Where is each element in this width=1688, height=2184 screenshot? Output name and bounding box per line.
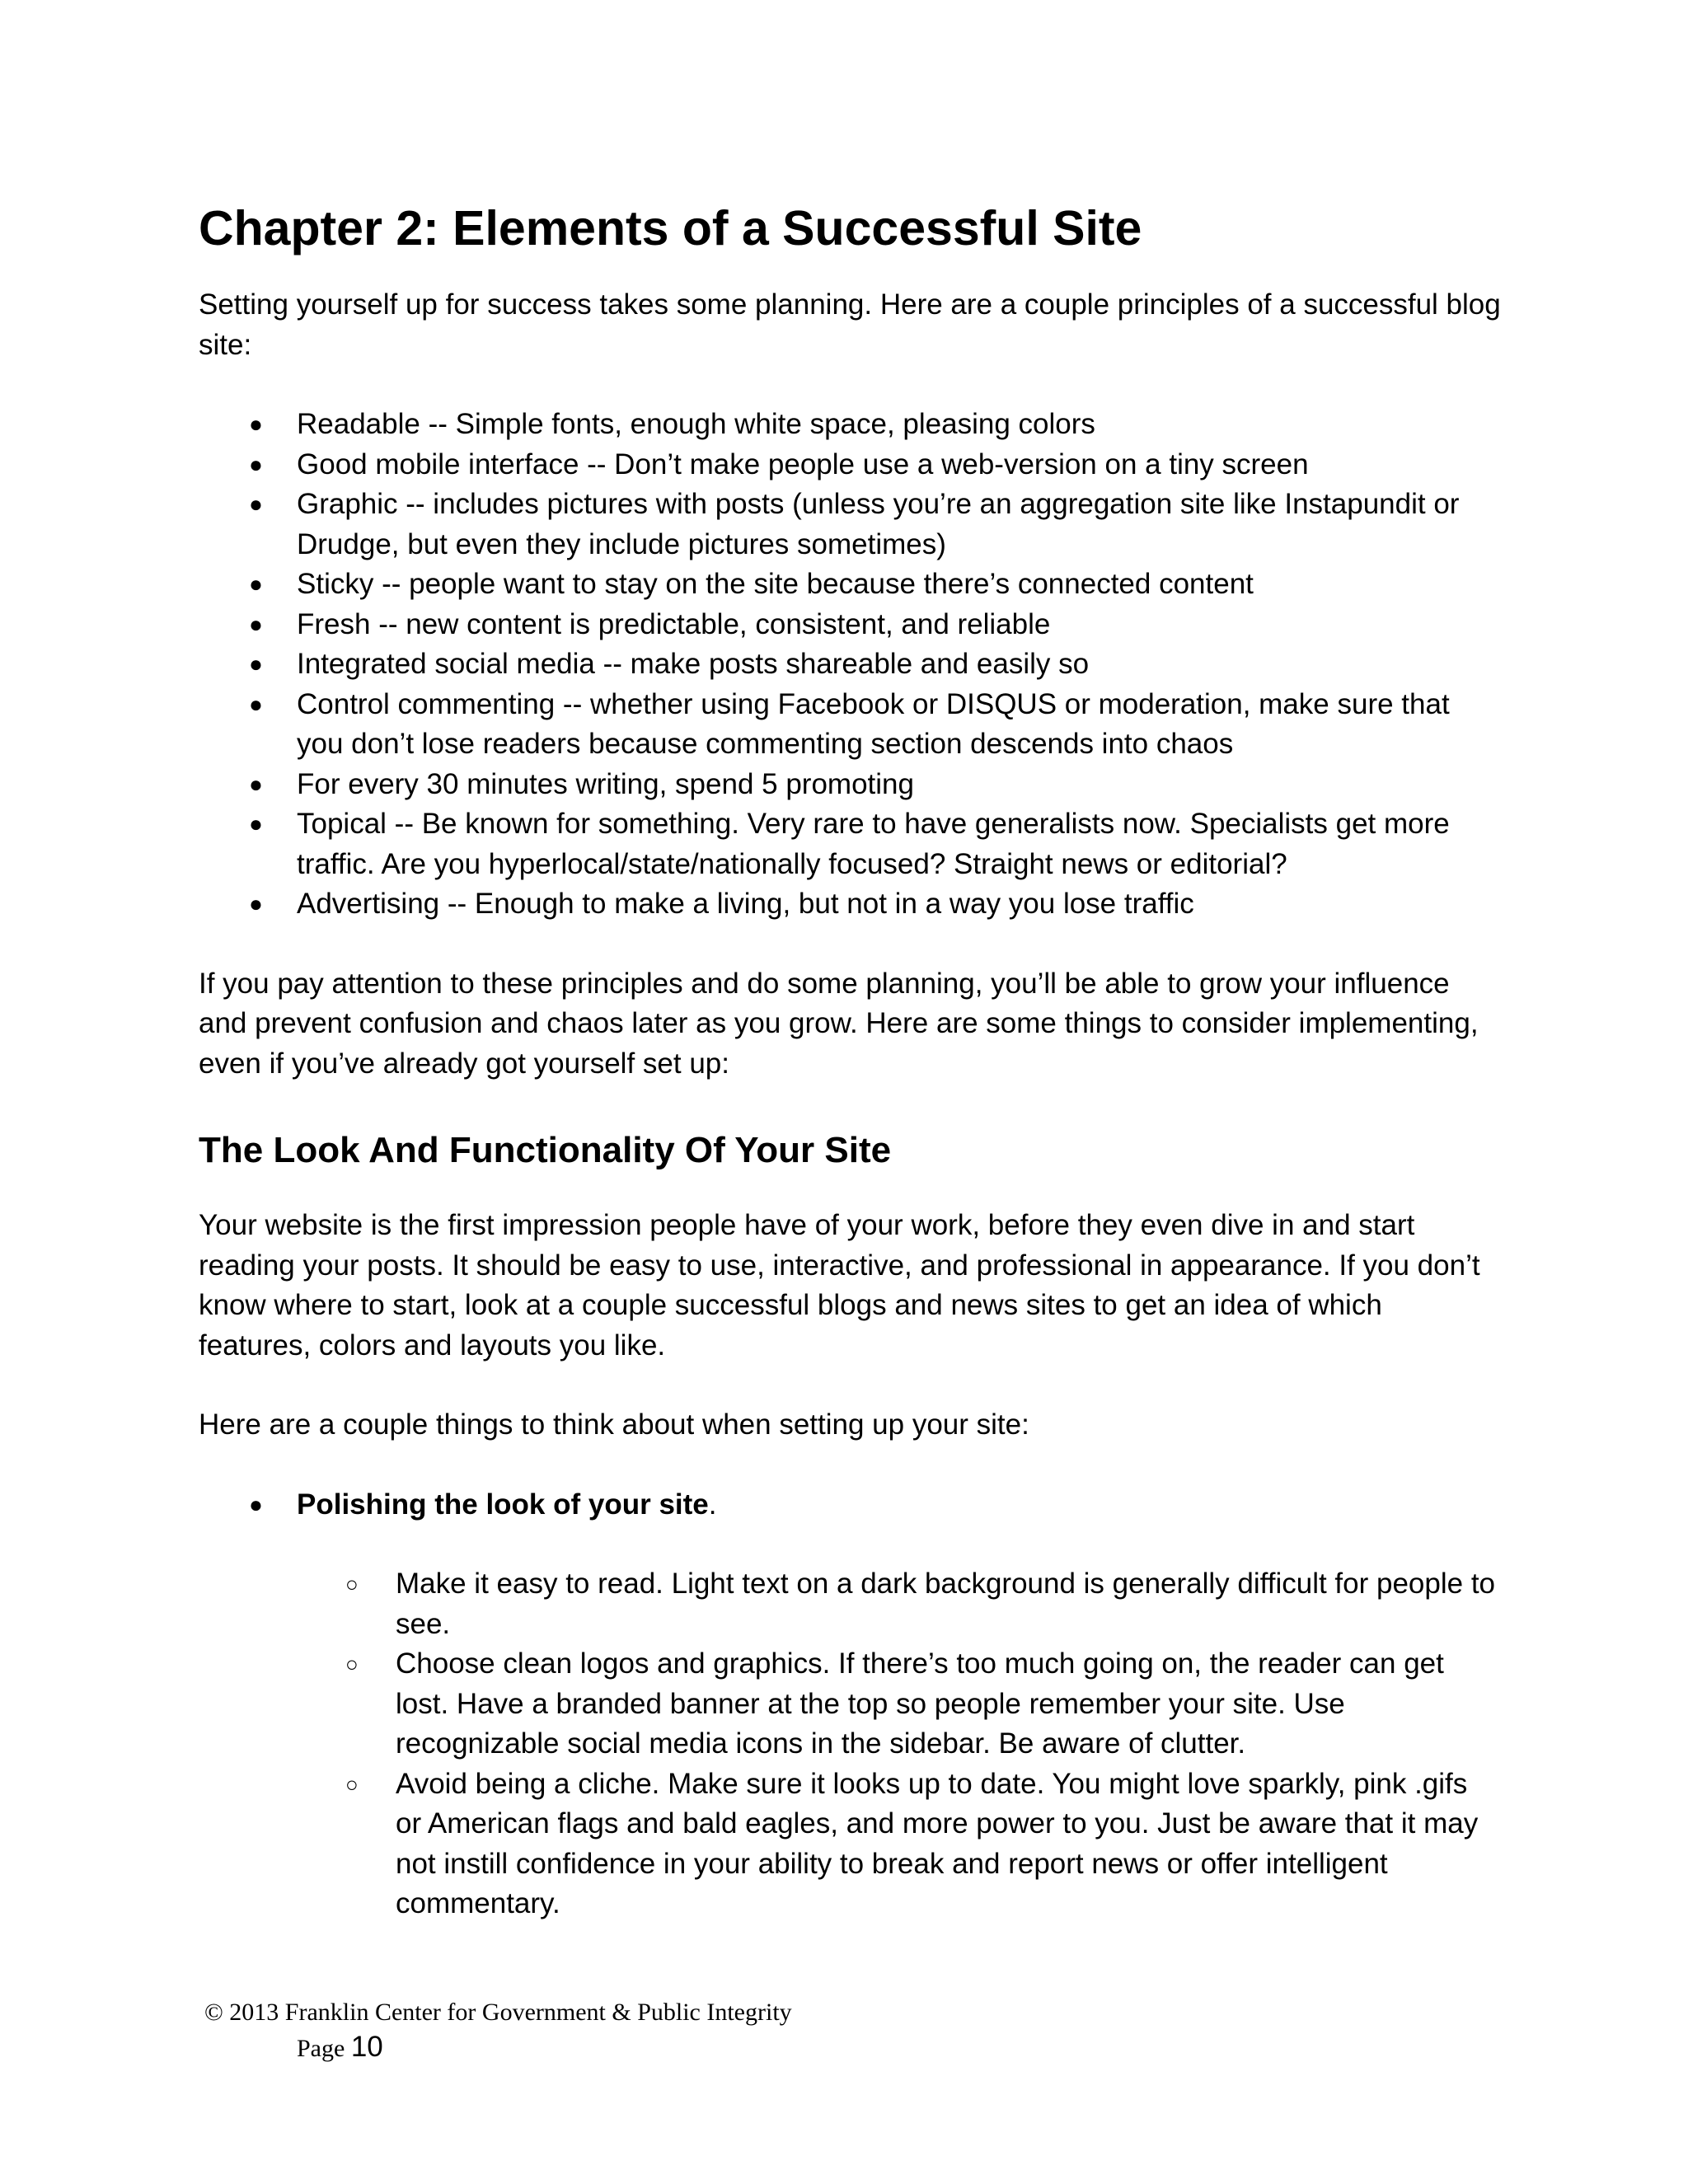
- bullet-icon: ●: [249, 491, 263, 517]
- list-item: ● For every 30 minutes writing, spend 5 promoting: [199, 765, 1501, 805]
- bullet-icon: ●: [249, 811, 263, 837]
- topic-points-list: [297, 1564, 1501, 1924]
- list-item: ○ Choose clean logos and graphics. If there’s too much going on, the reader can get lost. Have a branded banner at the top so people remember your site. Use recognizable social media icons in the sidebar. Be aware of clutter.: [297, 1644, 1501, 1765]
- page-content: [199, 191, 1501, 1924]
- copyright-notice: © 2013 Franklin Center for Government & Public Integrity: [204, 1999, 792, 2026]
- list-item: ● Good mobile interface -- Don’t make people use a web-version on a tiny screen: [199, 445, 1501, 485]
- hollow-bullet-icon: ○: [345, 1572, 359, 1596]
- section-paragraph: Your website is the first impression people have of your work, before they even dive in and start reading your posts. It should be easy to use, interactive, and professional in appearance. If you don’t know where to start, look at a couple successful blogs and news sites to get an idea of which features, colors and layouts you like.: [199, 1209, 1480, 1361]
- section-heading: The Look And Functionality Of Your Site: [199, 1130, 892, 1170]
- bullet-icon: ●: [249, 411, 263, 437]
- bullet-icon: ●: [249, 691, 263, 717]
- list-item: ● Topical -- Be known for something. Very rare to have generalists now. Specialists get more traffic. Are you hyperlocal/state/nationally focused? Straight news or editorial?: [199, 804, 1501, 884]
- topic-list: [199, 1485, 1501, 1526]
- principles-list: [199, 405, 1501, 925]
- page-footer: [204, 1996, 792, 2067]
- list-item: ○ Make it easy to read. Light text on a dark background is generally difficult for people to see.: [297, 1564, 1501, 1644]
- closing-paragraph: If you pay attention to these principles and do some planning, you’ll be able to grow your influence and prevent confusion and chaos later as you grow. Here are some things to consider implementing, even if you’ve already got yourself set up:: [199, 967, 1479, 1080]
- list-item: ● Advertising -- Enough to make a living, but not in a way you lose traffic: [199, 884, 1501, 925]
- bullet-icon: ●: [249, 771, 263, 797]
- topic-item: ● Polishing the look of your site.: [199, 1485, 1501, 1526]
- chapter-title: Chapter 2: Elements of a Successful Site: [199, 201, 1142, 255]
- intro-paragraph: Setting yourself up for success takes some planning. Here are a couple principles of a successful blog site:: [199, 288, 1501, 361]
- hollow-bullet-icon: ○: [345, 1652, 359, 1676]
- list-item: ● Fresh -- new content is predictable, consistent, and reliable: [199, 605, 1501, 645]
- list-item: ● Control commenting -- whether using Facebook or DISQUS or moderation, make sure that you don’t lose readers because commenting section descends into chaos: [199, 685, 1501, 765]
- list-item: ● Sticky -- people want to stay on the site because there’s connected content: [199, 565, 1501, 605]
- bullet-icon: ●: [249, 891, 263, 916]
- topic-title: Polishing the look of your site: [297, 1488, 709, 1521]
- hollow-bullet-icon: ○: [345, 1771, 359, 1797]
- list-item: ● Graphic -- includes pictures with posts (unless you’re an aggregation site like Instapundit or Drudge, but even they include pictures sometimes): [199, 485, 1501, 565]
- lead-in-paragraph: Here are a couple things to think about when setting up your site:: [199, 1408, 1029, 1441]
- bullet-icon: ●: [249, 651, 263, 677]
- bullet-icon: ●: [249, 571, 263, 597]
- list-item: ○ Avoid being a cliche. Make sure it looks up to date. You might love sparkly, pink .gifs or American flags and bald eagles, and more power to you. Just be aware that it may not instill confidence in your ability to break and report news or offer intelligent commentary.: [297, 1765, 1501, 1924]
- page-number-value: 10: [350, 2031, 383, 2063]
- list-item: ● Readable -- Simple fonts, enough white space, pleasing colors: [199, 405, 1501, 445]
- bullet-icon: ●: [249, 611, 263, 637]
- page-label: Page: [297, 2035, 345, 2062]
- list-item: ● Integrated social media -- make posts shareable and easily so: [199, 644, 1501, 685]
- bullet-icon: ●: [249, 451, 263, 477]
- page-number: [297, 2029, 792, 2067]
- bullet-icon: ●: [249, 1491, 263, 1517]
